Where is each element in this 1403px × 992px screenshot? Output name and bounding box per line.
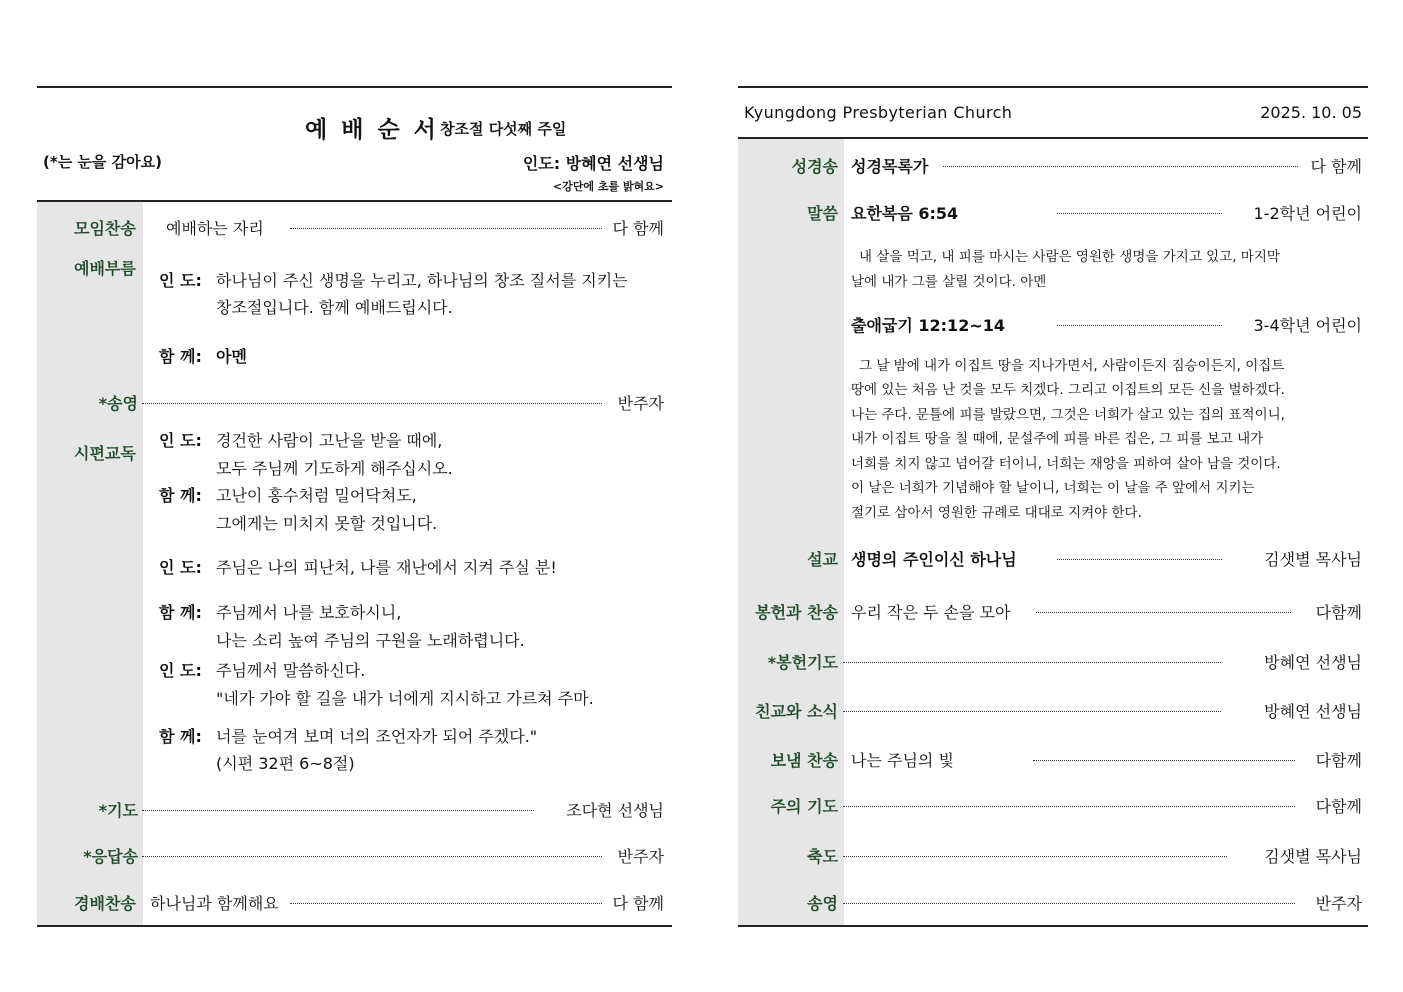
liturgy-line: 하나님이 주신 생명을 누리고, 하나님의 창조 질서를 지키는 — [216, 271, 628, 290]
hymn-label: 경배찬송 — [74, 894, 136, 913]
liturgy-line: 주님께서 나를 보호하시니, — [216, 603, 402, 622]
sending-hymn-who: 다함께 — [1315, 751, 1362, 770]
leader-dots — [843, 806, 1295, 807]
leader-dots — [843, 662, 1221, 663]
response-who: 반주자 — [617, 847, 664, 866]
liturgy-line: 창조절입니다. 함께 예배드립시다. — [216, 298, 453, 317]
page-title: 예 배 순 서 — [305, 117, 439, 143]
scripture-line: 내 살을 먹고, 내 피를 마시는 사람은 영원한 생명을 가지고 있고, 마지막 — [859, 249, 1280, 265]
speaker: 함 께: — [159, 347, 202, 366]
speaker: 인 도: — [159, 431, 202, 450]
scripture-line: 내가 이집트 땅을 칠 때에, 문설주에 피를 바른 집은, 그 피를 보고 내가 — [851, 431, 1264, 447]
liturgy-line: 모두 주님께 기도하게 해주십시오. — [216, 459, 453, 478]
leader-dots — [843, 711, 1221, 712]
call-to-worship-label: 예배부름 — [74, 259, 136, 278]
response-label: *응답송 — [83, 847, 138, 866]
scripture-line: 이 날은 너희가 기념해야 할 날이니, 너희는 이 날을 주 앞에서 지키는 — [851, 480, 1255, 496]
doxology-who: 반주자 — [617, 394, 664, 413]
psalm-label: 시편교독 — [74, 444, 136, 463]
psalm-reference: (시편 32편 6~8절) — [216, 754, 355, 773]
lords-prayer-label: 주의 기도 — [770, 797, 838, 816]
lords-prayer-who: 다함께 — [1315, 797, 1362, 816]
liturgy-line: 그에게는 미치지 못할 것입니다. — [216, 514, 438, 533]
offering-label: 봉헌과 찬송 — [755, 603, 838, 622]
fellowship-who: 방혜연 선생님 — [1264, 702, 1362, 721]
bible-song-who: 다 함께 — [1310, 157, 1362, 176]
scripture-line: 땅에 있는 처음 난 것을 모두 치겠다. 그리고 이집트의 모든 신을 벌하겠다. — [851, 382, 1285, 398]
candle-note: <강단에 초를 밝혀요> — [552, 180, 664, 193]
leader-dots — [1057, 213, 1222, 214]
liturgy-line: 고난이 홍수처럼 밀어닥쳐도, — [216, 486, 417, 505]
left-bottom-rule — [37, 925, 672, 927]
leader-dots — [843, 856, 1227, 857]
liturgy-line: "네가 가야 할 길을 내가 너에게 지시하고 가르쳐 주마. — [216, 689, 594, 708]
bible-song-title: 성경목록가 — [851, 157, 929, 176]
liturgy-line: 너를 눈여겨 보며 너의 조언자가 되어 주겠다." — [216, 727, 538, 746]
scripture-line: 날에 내가 그를 살릴 것이다. 아멘 — [851, 274, 1047, 290]
sending-hymn-title: 나는 주님의 빛 — [851, 751, 954, 770]
scripture-line: 절기로 삼아서 영원한 규례로 대대로 지켜야 한다. — [851, 505, 1142, 521]
bulletin-date: 2025. 10. 05 — [1260, 103, 1362, 122]
closing-doxology-label: 송영 — [807, 894, 838, 913]
offering-prayer-label: *봉헌기도 — [767, 653, 838, 672]
offering-title: 우리 작은 두 손을 모아 — [851, 603, 1011, 622]
leader-dots — [1036, 612, 1291, 613]
leader-dots — [142, 403, 602, 404]
leader-dots — [943, 166, 1298, 167]
leader-dots — [843, 903, 1295, 904]
speaker: 함 께: — [159, 486, 202, 505]
speaker: 인 도: — [159, 271, 202, 290]
speaker: 인 도: — [159, 661, 202, 680]
hymn-who: 다 함께 — [612, 894, 664, 913]
offering-who: 다함께 — [1315, 603, 1362, 622]
sermon-label: 설교 — [807, 550, 838, 569]
left-top-rule — [37, 86, 672, 88]
right-bottom-rule — [738, 925, 1368, 927]
scripture-reference: 요한복음 6:54 — [851, 204, 959, 223]
scripture-line: 그 날 밤에 내가 이집트 땅을 지나가면서, 사람이든지 짐승이든지, 이집트 — [859, 358, 1285, 374]
closing-doxology-who: 반주자 — [1315, 894, 1362, 913]
leader-dots — [1057, 325, 1222, 326]
hymn-title: 하나님과 함께해요 — [150, 894, 279, 913]
offering-prayer-who: 방혜연 선생님 — [1264, 653, 1362, 672]
liturgy-line: 아멘 — [216, 347, 247, 366]
liturgy-line: 나는 소리 높여 주님의 구원을 노래하렵니다. — [216, 631, 525, 650]
eyes-closed-note: (*는 눈을 감아요) — [43, 153, 162, 171]
liturgy-line: 주님께서 말씀하신다. — [216, 661, 366, 680]
liturgy-line: 주님은 나의 피난처, 나를 재난에서 지켜 주실 분! — [216, 558, 557, 577]
sermon-who: 김샛별 목사님 — [1264, 550, 1362, 569]
leader-dots — [290, 228, 602, 229]
scripture-line: 나는 주다. 문틀에 피를 발랐으면, 그것은 너희가 살고 있는 집의 표적이니, — [851, 407, 1285, 423]
gathering-hymn-who: 다 함께 — [612, 219, 664, 238]
page-subtitle: 창조절 다섯째 주일 — [440, 120, 567, 138]
speaker: 인 도: — [159, 558, 202, 577]
reader: 3-4학년 어린이 — [1253, 316, 1362, 335]
sermon-title: 생명의 주인이신 하나님 — [851, 550, 1017, 569]
leader-name: 인도: 방혜연 선생님 — [522, 154, 664, 173]
church-name: Kyungdong Presbyterian Church — [744, 103, 1013, 122]
leader-dots — [142, 856, 602, 857]
leader-dots — [1057, 559, 1222, 560]
doxology-label: *송영 — [98, 394, 138, 413]
scripture-line: 너희를 치지 않고 넘어갈 터이니, 너희는 재앙을 피하여 살아 남을 것이다. — [851, 456, 1281, 472]
benediction-who: 김샛별 목사님 — [1264, 847, 1362, 866]
fellowship-label: 친교와 소식 — [755, 702, 838, 721]
gathering-hymn-label: 모임찬송 — [74, 219, 136, 238]
sending-hymn-label: 보냄 찬송 — [770, 751, 838, 770]
speaker: 함 께: — [159, 603, 202, 622]
bible-song-label: 성경송 — [791, 157, 838, 176]
reader: 1-2학년 어린이 — [1253, 204, 1362, 223]
prayer-label: *기도 — [98, 801, 138, 820]
leader-dots — [1033, 760, 1295, 761]
gathering-hymn-title: 예배하는 자리 — [166, 219, 264, 238]
benediction-label: 축도 — [807, 847, 838, 866]
leader-dots — [290, 903, 602, 904]
right-top-rule — [738, 86, 1368, 88]
word-label: 말씀 — [807, 204, 838, 223]
scripture-reference: 출애굽기 12:12~14 — [851, 316, 1005, 335]
prayer-who: 조다현 선생님 — [566, 801, 664, 820]
leader-dots — [142, 810, 534, 811]
speaker: 함 께: — [159, 727, 202, 746]
liturgy-line: 경건한 사람이 고난을 받을 때에, — [216, 431, 443, 450]
